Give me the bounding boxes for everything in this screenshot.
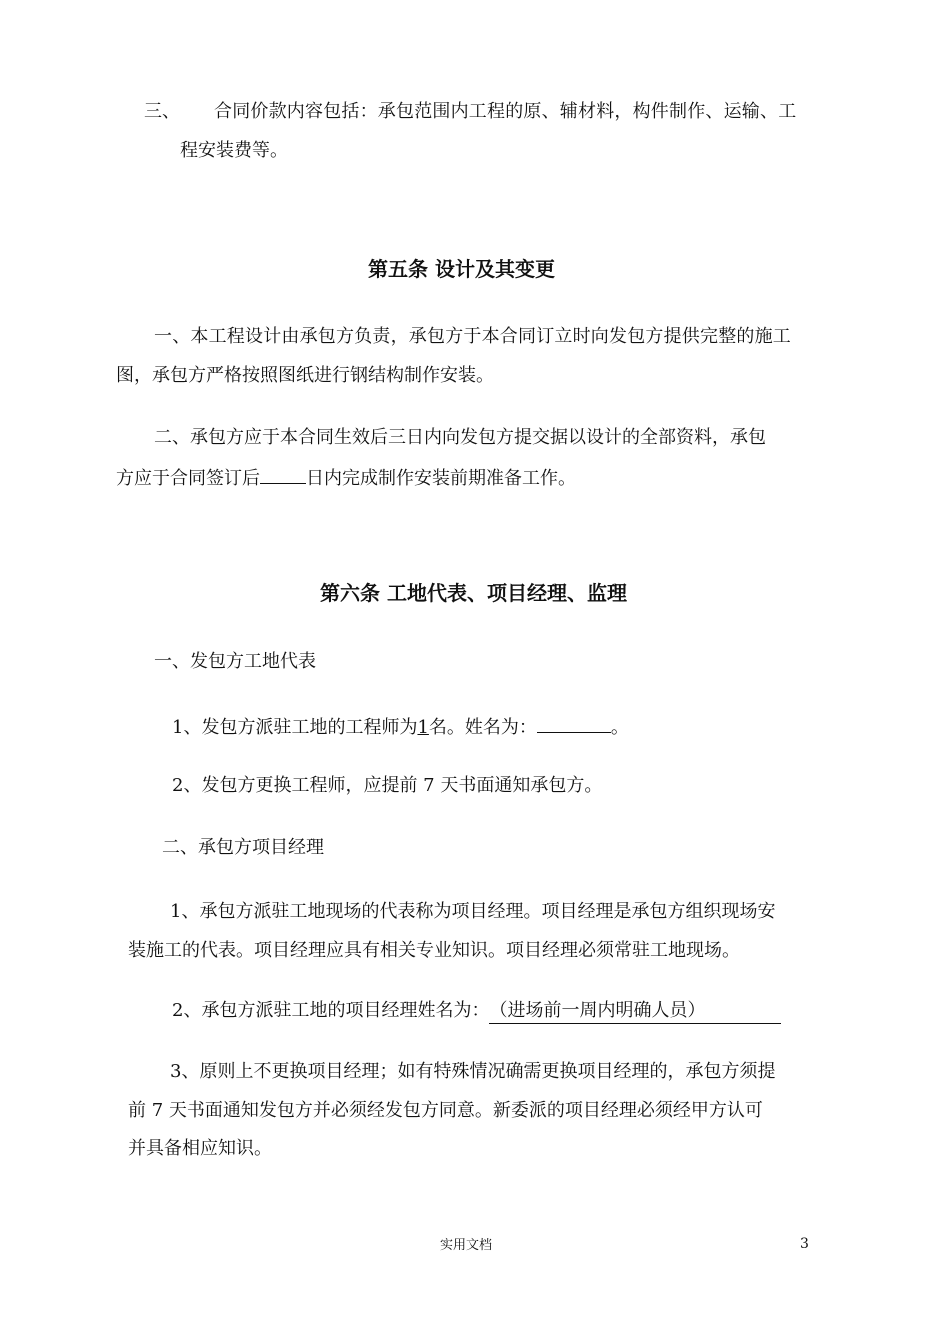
engineer-count-value: 1 xyxy=(417,717,429,738)
article-6-section-2-item-2 xyxy=(172,999,781,1024)
engineer-name-blank xyxy=(537,714,611,733)
engineer-name-end: 。 xyxy=(610,717,629,738)
article-6-section-1-item-1 xyxy=(172,714,629,740)
article-5-para-2-line-2 xyxy=(116,465,576,491)
section-3-number: 三、 xyxy=(144,101,180,122)
article-6-section-2-item-1-line-2: 装施工的代表。项目经理应具有相关专业知识。项目经理必须常驻工地现场。 xyxy=(128,940,740,961)
article-6-section-2-item-3-line-1: 3、原则上不更换项目经理；如有特殊情况确需更换项目经理的，承包方须提 xyxy=(170,1061,776,1082)
section-3-line-2: 程安装费等。 xyxy=(180,140,288,161)
engineer-count-prefix: 1、发包方派驻工地的工程师为 xyxy=(172,717,418,738)
engineer-name-label: 名。姓名为： xyxy=(428,717,537,738)
page-number: 3 xyxy=(800,1236,809,1252)
article-5-para-2-suffix: 日内完成制作安装前期准备工作。 xyxy=(306,468,576,489)
footer-title: 实用文档 xyxy=(440,1238,493,1253)
days-blank xyxy=(260,465,306,484)
article-6-section-2-item-3-line-2: 前 7 天书面通知发包方并必须经发包方同意。新委派的项目经理必须经甲方认可 xyxy=(128,1100,763,1121)
section-3-line-1: 合同价款内容包括：承包范围内工程的原、辅材料，构件制作、运输、工 xyxy=(214,101,797,122)
article-6-title: 第六条 工地代表、项目经理、监理 xyxy=(320,581,627,605)
article-6-section-2-heading: 二、承包方项目经理 xyxy=(162,837,324,858)
article-5-para-2-prefix: 方应于合同签订后 xyxy=(116,468,260,489)
article-5-title: 第五条 设计及其变更 xyxy=(368,257,555,281)
article-6-section-1-item-2: 2、发包方更换工程师，应提前 7 天书面通知承包方。 xyxy=(172,775,603,796)
article-5-para-2-line-1: 二、承包方应于本合同生效后三日内向发包方提交据以设计的全部资料，承包 xyxy=(154,427,766,448)
article-5-para-1-line-2: 图，承包方严格按照图纸进行钢结构制作安装。 xyxy=(116,365,494,386)
article-6-section-1-heading: 一、发包方工地代表 xyxy=(154,651,316,672)
article-5-para-1-line-1: 一、本工程设计由承包方负责，承包方于本合同订立时向发包方提供完整的施工 xyxy=(154,326,791,347)
article-6-section-2-item-3-line-3: 并具备相应知识。 xyxy=(128,1138,272,1159)
manager-name-value: （进场前一周内明确人员） xyxy=(489,999,781,1024)
article-6-section-2-item-1-line-1: 1、承包方派驻工地现场的代表称为项目经理。项目经理是承包方组织现场安 xyxy=(170,901,776,922)
manager-name-label: 2、承包方派驻工地的项目经理姓名为： xyxy=(172,1000,490,1021)
